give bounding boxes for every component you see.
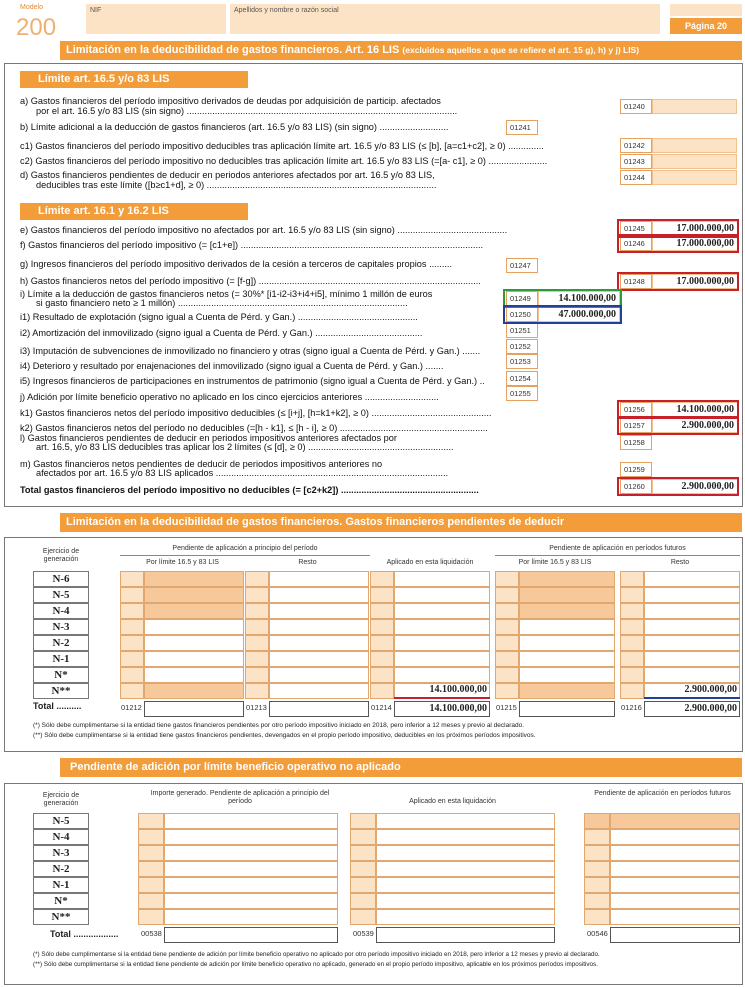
table-cell[interactable] (519, 635, 615, 651)
table-cell[interactable] (519, 667, 615, 683)
cell-code-slot (350, 829, 376, 845)
field-code: 01248 (620, 274, 652, 289)
section-title-adicion: Pendiente de adición por límite beneficio operativo no aplicado (60, 758, 742, 777)
table-cell[interactable] (644, 635, 740, 651)
t3-col-importe: Importe generado. Pendiente de aplicación a principio del período (150, 790, 330, 805)
table-cell (519, 603, 615, 619)
field-code: 01241 (506, 120, 538, 135)
cell-code-slot (620, 683, 644, 699)
table-cell (610, 813, 740, 829)
row-label-cont: deducibles tras este límite ([b≥c1+d], ≥ 0) .......................................................................................... (36, 180, 437, 190)
cell-code-slot (138, 813, 164, 829)
value-field[interactable]: 17.000.000,00 (652, 236, 738, 251)
row-label: i5) Ingresos financieros de participaciones en instrumentos de patrimonio (signo igual a Cuenta de Pérd. y Gan.) .. (20, 376, 485, 386)
title1-text: Limitación en la deducibilidad de gastos financieros. Art. 16 LIS (66, 44, 400, 56)
table-cell[interactable] (269, 619, 369, 635)
section-title-limitacion (60, 41, 742, 60)
cell-code-slot (370, 619, 394, 635)
cell-code-slot (245, 619, 269, 635)
page-number: Página 20 (670, 18, 742, 34)
cell-code-slot (350, 893, 376, 909)
table-cell[interactable] (644, 603, 740, 619)
table-cell[interactable] (376, 845, 555, 861)
t2-col-aplicado: Aplicado en esta liquidación (386, 559, 474, 566)
field-code: 01246 (620, 236, 652, 251)
generation-year-label: N-2 (33, 635, 89, 651)
value-field[interactable]: 47.000.000,00 (538, 307, 620, 322)
cell-code-slot (584, 877, 610, 893)
cell-code-slot (120, 603, 144, 619)
cell-code-slot (584, 909, 610, 925)
table-cell[interactable] (376, 909, 555, 925)
table-cell[interactable] (644, 571, 740, 587)
field-code: 01256 (620, 402, 652, 417)
field-code: 01259 (620, 462, 652, 477)
row-label: e) Gastos financieros del período impositivo no afectados por art. 16.5 y/o 83 LIS (sin signo) ........................................... (20, 225, 508, 235)
cell-code-slot (350, 877, 376, 893)
cell-code-slot (584, 893, 610, 909)
field-code: 01250 (506, 307, 538, 322)
row-label-cont: art. 16.5, y/o 83 LIS deducibles tras aplicar los 2 límites (≤ [d], ≥ 0) ......................................................... (36, 442, 454, 452)
table-cell[interactable] (376, 877, 555, 893)
cell-code-slot (620, 587, 644, 603)
table-cell[interactable] (269, 571, 369, 587)
cell-code-slot (120, 571, 144, 587)
table-cell[interactable] (164, 813, 338, 829)
total-cell[interactable] (144, 701, 244, 717)
cell-code-slot (620, 635, 644, 651)
subsection-title-16-1: Límite art. 16.1 y 16.2 LIS (20, 203, 248, 220)
t2-col-ejercicio: Ejercicio de generación (42, 548, 80, 563)
cell-code-slot (245, 603, 269, 619)
field-code: 00538 (141, 929, 162, 938)
table-cell[interactable] (394, 667, 490, 683)
table-cell[interactable] (394, 651, 490, 667)
table-cell (144, 587, 244, 603)
cell-code-slot (138, 893, 164, 909)
cell-code-slot (495, 619, 519, 635)
row-label-cont: si gasto financiero neto ≥ 1 millón) .......................................................................................... (36, 298, 408, 308)
generation-year-label: N-1 (33, 877, 89, 893)
field-code: 01216 (621, 703, 642, 712)
nif-label: NIF (90, 7, 102, 14)
table-cell[interactable] (644, 667, 740, 683)
cell-code-slot (138, 877, 164, 893)
page-tab-top (670, 4, 742, 16)
generation-year-label: N-1 (33, 651, 89, 667)
table-cell[interactable] (269, 587, 369, 603)
table-cell[interactable] (164, 877, 338, 893)
value-field[interactable]: 17.000.000,00 (652, 221, 738, 236)
cell-code-slot (370, 571, 394, 587)
cell-code-slot (370, 667, 394, 683)
cell-code-slot (350, 861, 376, 877)
t3-col-futuro: Pendiente de aplicación en períodos futuros (594, 790, 731, 797)
name-label: Apellidos y nombre o razón social (234, 7, 339, 14)
row-label: c2) Gastos financieros del período impositivo no deducibles tras aplicación límite art. 16.5 y/o 83 LIS (=[a- c1], ≥ 0) ....................... (20, 156, 548, 166)
table-cell[interactable] (164, 909, 338, 925)
field-code: 01249 (506, 291, 538, 306)
table-cell[interactable] (610, 845, 740, 861)
t2-note1: (*) Sólo debe cumplimentarse si la entidad tiene gastos financieros pendientes por otro período impositivo iniciado en 2018, pero inferior a 12 meses y previo al declarado. (33, 722, 525, 729)
total-cell[interactable] (269, 701, 369, 717)
cell-code-slot (495, 587, 519, 603)
table-cell[interactable] (394, 603, 490, 619)
row-label: b) Límite adicional a la deducción de gastos financieros (art. 16.5 y/o 83 LIS) (sin signo) ........................... (20, 122, 449, 132)
row-label: k2) Gastos financieros netos del período no deducibles (=[h - k1], ≤ [h - i], ≥ 0) .......................................................... (20, 423, 488, 433)
cell-code-slot (370, 651, 394, 667)
row-label: j) Adición por límite beneficio operativo no aplicado en los cinco ejercicios anteriores ............................. (20, 392, 439, 402)
table-cell[interactable] (394, 619, 490, 635)
cell-code-slot (370, 587, 394, 603)
t3-total-label: Total .................. (50, 929, 119, 939)
field-code: 01251 (506, 323, 538, 338)
generation-year-label: N* (33, 667, 89, 683)
cell-code-slot (620, 651, 644, 667)
field-code: 01243 (620, 154, 652, 169)
cell-code-slot (495, 571, 519, 587)
row-label: i4) Deterioro y resultado por enajenaciones del inmovilizado (signo igual a Cuenta de Pérd. y Gan.) ....... (20, 361, 444, 371)
row-label: f) Gastos financieros del período impositivo (= [c1+e]) ............................................................................................... (20, 240, 484, 250)
table-cell (144, 571, 244, 587)
cell-code-slot (620, 603, 644, 619)
cell-code-slot (584, 861, 610, 877)
table-cell[interactable] (376, 813, 555, 829)
total-cell[interactable] (519, 701, 615, 717)
t3-col-aplicado: Aplicado en esta liquidación (409, 798, 496, 805)
table-cell (144, 683, 244, 699)
t3-note2: (**) Sólo debe cumplimentarse si la entidad tiene pendiente de adición por límite beneficio operativo no aplicado, generado en el propio período impositivo, aplicable en los próximos períodos impositivos. (33, 961, 598, 968)
cell-code-slot (245, 635, 269, 651)
table-cell[interactable] (644, 587, 740, 603)
table-cell[interactable] (144, 651, 244, 667)
t2-grp2b: Resto (670, 559, 690, 566)
section-title-pendientes: Limitación en la deducibilidad de gastos financieros. Gastos financieros pendientes de deducir (60, 513, 742, 532)
t2-total-aplicado: 14.100.000,00 (429, 703, 487, 714)
subsection-title-16-5: Límite art. 16.5 y/o 83 LIS (20, 71, 248, 88)
cell-code-slot (245, 571, 269, 587)
table-cell[interactable] (144, 619, 244, 635)
cell-code-slot (138, 845, 164, 861)
table-cell (519, 571, 615, 587)
total-cell[interactable] (610, 927, 740, 943)
field-code: 01260 (620, 479, 652, 494)
table-cell[interactable] (394, 571, 490, 587)
cell-code-slot (245, 587, 269, 603)
value-field[interactable] (652, 99, 737, 114)
cell-code-slot (620, 571, 644, 587)
cell-code-slot (120, 619, 144, 635)
generation-year-label: N* (33, 893, 89, 909)
table-cell[interactable] (610, 861, 740, 877)
field-code: 01255 (506, 386, 538, 401)
table-cell[interactable] (164, 893, 338, 909)
cell-code-slot (495, 635, 519, 651)
value-field[interactable]: 14.100.000,00 (538, 291, 620, 306)
row-label: l) Gastos financieros pendientes de deducir en periodos impositivos anteriores afectados por (20, 433, 397, 443)
table-cell[interactable] (269, 683, 369, 699)
cell-code-slot (370, 635, 394, 651)
field-code: 01258 (620, 435, 652, 450)
row-label: i2) Amortización del inmovilizado (signo igual a Cuenta de Pérd. y Gan.) .......................................... (20, 328, 423, 338)
field-code: 00546 (587, 929, 608, 938)
table-cell[interactable] (164, 845, 338, 861)
table-cell[interactable] (610, 829, 740, 845)
cell-code-slot (350, 909, 376, 925)
row-label: c1) Gastos financieros del período impositivo deducibles tras aplicación límite art. 16.5 y/o 83 LIS (≤ [b], [a=c1+c2], ≥ 0) .............. (20, 141, 544, 151)
row-label: m) Gastos financieros netos pendientes de deducir de periodos impositivos anteriores no (20, 459, 383, 469)
t2-grp2: Pendiente de aplicación en períodos futuros (549, 545, 686, 552)
total-label: Total gastos financieros del período impositivo no deducibles (= [c2+k2]) ...................................................... (20, 485, 479, 495)
field-code: 01254 (506, 371, 538, 386)
table-cell[interactable] (519, 651, 615, 667)
t3-col-ejercicio: Ejercicio de generación (42, 792, 80, 807)
cell-code-slot (245, 651, 269, 667)
cell-code-slot (120, 667, 144, 683)
table-cell[interactable] (164, 829, 338, 845)
cell-code-slot (620, 619, 644, 635)
field-code: 01240 (620, 99, 652, 114)
table-cell[interactable] (519, 619, 615, 635)
t2-grp2-line (495, 555, 740, 556)
field-code: 01253 (506, 354, 538, 369)
table-cell[interactable] (644, 651, 740, 667)
field-code: 01214 (371, 703, 392, 712)
cell-code-slot (120, 683, 144, 699)
value-field[interactable] (652, 170, 737, 185)
t2-grp1-line (120, 555, 370, 556)
field-code: 01215 (496, 703, 517, 712)
table-cell[interactable] (376, 861, 555, 877)
cell-code-slot (495, 667, 519, 683)
row-label-cont: por el art. 16.5 y/o 83 LIS (sin signo) .......................................................................................................... (36, 106, 458, 116)
total-cell[interactable] (376, 927, 555, 943)
field-code: 01213 (246, 703, 267, 712)
table-cell[interactable] (164, 861, 338, 877)
cell-code-slot (138, 861, 164, 877)
value-field[interactable] (652, 138, 737, 153)
cell-code-slot (120, 587, 144, 603)
value-field[interactable]: 2.900.000,00 (652, 418, 738, 433)
cell-code-slot (584, 813, 610, 829)
t2-grp1b: Resto (298, 559, 317, 566)
t2-total-label: Total .......... (33, 701, 82, 711)
t2-grp2a: Por límite 16.5 y 83 LIS (518, 559, 592, 566)
field-code: 00539 (353, 929, 374, 938)
table-cell[interactable] (269, 603, 369, 619)
row-label: g) Ingresos financieros del período impositivo derivados de la cesión a terceros de capitales propios ......... (20, 259, 453, 269)
t2-note2: (**) Sólo debe cumplimentarse si la entidad tiene gastos financieros pendientes, devengados en el propio período impositivo, deducibles en los próximos períodos impositivos. (33, 732, 536, 739)
field-code: 01247 (506, 258, 538, 273)
generation-year-label: N-5 (33, 587, 89, 603)
title1-note: (excluidos aquellos a que se refiere el art. 15 g), h) y j) LIS) (402, 45, 640, 55)
cell-code-slot (495, 603, 519, 619)
cell-code-slot (350, 845, 376, 861)
modelo-number: 200 (16, 14, 57, 41)
generation-year-label: N-5 (33, 813, 89, 829)
table-cell[interactable] (394, 635, 490, 651)
cell-code-slot (495, 683, 519, 699)
generation-year-label: N** (33, 683, 89, 699)
cell-code-slot (495, 651, 519, 667)
table-cell[interactable] (644, 619, 740, 635)
row-label: h) Gastos financieros netos del período impositivo (= [f-g]) ....................................................................................... (20, 276, 481, 286)
t2-nss-resto: 2.900.000,00 (644, 683, 740, 699)
table-cell[interactable] (610, 877, 740, 893)
cell-code-slot (584, 829, 610, 845)
row-label: i) Límite a la deducción de gastos financieros netos (= 30%* [i1-i2-i3+i4+i5], mínimo 1 millón de euros (20, 289, 433, 299)
table-cell[interactable] (144, 635, 244, 651)
table-cell[interactable] (394, 587, 490, 603)
cell-code-slot (138, 829, 164, 845)
name-field[interactable] (230, 4, 660, 34)
generation-year-label: N-3 (33, 845, 89, 861)
generation-year-label: N** (33, 909, 89, 925)
table-cell[interactable] (269, 651, 369, 667)
cell-code-slot (245, 667, 269, 683)
modelo-label: Modelo (20, 4, 43, 11)
cell-code-slot (138, 909, 164, 925)
field-code: 01242 (620, 138, 652, 153)
cell-code-slot (245, 683, 269, 699)
cell-code-slot (584, 845, 610, 861)
table-cell[interactable] (376, 829, 555, 845)
table-cell (519, 587, 615, 603)
value-field[interactable]: 17.000.000,00 (652, 274, 738, 289)
t3-note1: (*) Sólo debe cumplimentarse si la entidad tiene pendiente de adición por límite beneficio operativo no aplicado por otro período impositivo iniciado en 2018, pero inferior a 12 meses y previo al declarado. (33, 951, 600, 958)
table-cell[interactable] (269, 635, 369, 651)
generation-year-label: N-4 (33, 603, 89, 619)
cell-code-slot (120, 635, 144, 651)
cell-code-slot (350, 813, 376, 829)
cell-code-slot (370, 683, 394, 699)
row-label: d) Gastos financieros pendientes de deducir en periodos anteriores afectados por art. 16.5 y/o 83 LIS, (20, 170, 435, 180)
field-code: 01244 (620, 170, 652, 185)
value-field[interactable] (652, 154, 737, 169)
total-cell[interactable] (164, 927, 338, 943)
t2-grp1a: Por límite 16.5 y 83 LIS (146, 559, 219, 566)
field-code: 01252 (506, 339, 538, 354)
cell-code-slot (370, 603, 394, 619)
table-cell[interactable] (269, 667, 369, 683)
t2-total-resto: 2.900.000,00 (684, 703, 737, 714)
generation-year-label: N-2 (33, 861, 89, 877)
field-code: 01212 (121, 703, 142, 712)
field-code: 01257 (620, 418, 652, 433)
t2-nss-aplicado: 14.100.000,00 (394, 683, 490, 699)
table-cell[interactable] (144, 667, 244, 683)
cell-code-slot (120, 651, 144, 667)
nif-field[interactable] (86, 4, 226, 34)
table-cell (519, 683, 615, 699)
row-label-cont: afectados por art. 16.5 y/o 83 LIS aplicados ........................................................................................... (36, 468, 449, 478)
generation-year-label: N-4 (33, 829, 89, 845)
t2-grp1: Pendiente de aplicación a principio del período (172, 545, 318, 552)
generation-year-label: N-3 (33, 619, 89, 635)
table-cell[interactable] (610, 893, 740, 909)
table-cell[interactable] (610, 909, 740, 925)
value-field[interactable]: 14.100.000,00 (652, 402, 738, 417)
row-label: k1) Gastos financieros netos del período impositivo deducibles (≤ [i+j], [h=k1+k2], ≥ 0) ............................................... (20, 408, 492, 418)
table-cell (144, 603, 244, 619)
value-field[interactable]: 2.900.000,00 (652, 479, 738, 494)
row-label: a) Gastos financieros del período impositivo derivados de deudas por adquisición de particip. afectados (20, 96, 441, 106)
row-label: i1) Resultado de explotación (signo igual a Cuenta de Pérd. y Gan.) ............................................... (20, 312, 418, 322)
field-code: 01245 (620, 221, 652, 236)
table-cell[interactable] (376, 893, 555, 909)
row-label: i3) Imputación de subvenciones de inmovilizado no financiero y otras (signo igual a Cuenta de Pérd. y Gan.) ....... (20, 346, 481, 356)
cell-code-slot (620, 667, 644, 683)
generation-year-label: N-6 (33, 571, 89, 587)
